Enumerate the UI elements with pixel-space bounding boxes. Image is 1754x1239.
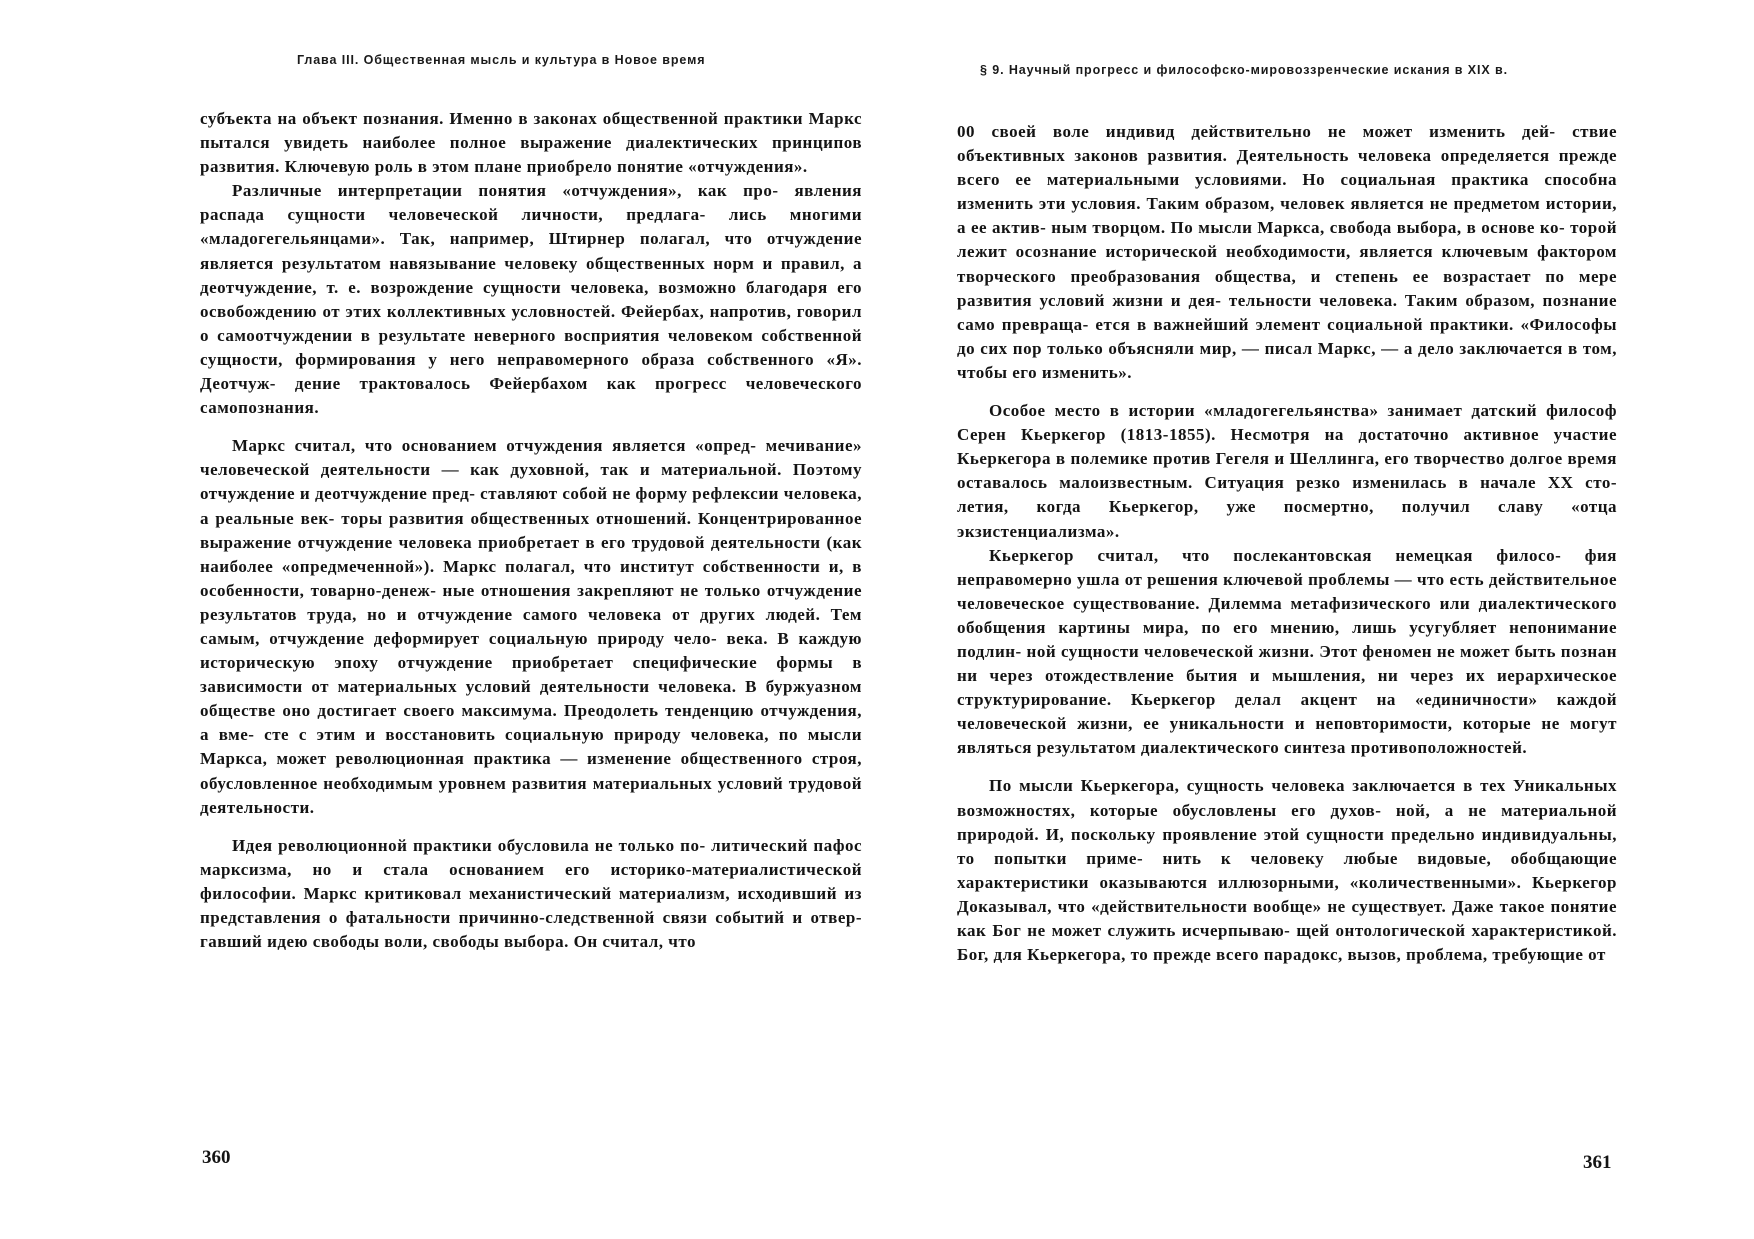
right-page (877, 0, 1754, 1239)
body-text (200, 107, 862, 954)
paragraph: 00 своей воле индивид действительно не может изменить дей- ствие объективных законов развития. Деятельность человека определяется прежде всего ее материальными условиями. Но социальная практика способна изменить эти условия. Таким образом, человек является не предметом истории, а ее актив- ным творцом. По мысли Маркса, свобода выбора, в основе ко- торой лежит осознание исторической необходимости, является ключевым фактором творческого преобразования общества, и степень ее возрастает по мере развития условий жизни и дея- тельности человека. Таким образом, познание само превраща- ется в важнейший элемент социальной практики. «Философы до сих пор только объясняли мир, — писал Маркс, — а дело заключается в том, чтобы его изменить». (957, 122, 1617, 382)
paragraph: По мысли Кьеркегора, сущность человека заключается в тех Уникальных возможностях, которые обусловлены его духов- ной, а не материальной природой. И, поскольку проявление этой сущности предельно индивидуальны, то попытки приме- нить к человеку любые видовые, обобщающие характеристики оказываются иллюзорными, «количественными». Кьеркегор Доказывал, что «действительности вообще» не существует. Даже такое понятие как Бог не может служить исчерпываю- щей онтологической характеристикой. Бог, для Кьеркегора, то прежде всего парадокс, вызов, проблема, требующие от (957, 776, 1617, 965)
paragraph: Идея революционной практики обусловила не только по- литический пафос марксизма, но и стала основанием его историко-материалистической философии. Маркс критиковал механистический материализм, исходивший из представления о фатальности причинно-следственной связи событий и отвер- гавший идею свободы воли, свободы выбора. Он считал, что (200, 835, 862, 952)
running-head: § 9. Научный прогресс и философско-мировоззренческие искания в XIX в. (980, 63, 1508, 77)
page-number: 360 (202, 1147, 231, 1168)
paragraph: Особое место в истории «младогегельянства» занимает датский философ Серен Кьеркегор (1813-1855). Несмотря на достаточно активное участие Кьеркегора в полемике против Гегеля и Шеллинга, его творчество долгое время оставалось малоизвестным. Ситуация резко изменилась в начале XX сто- летия, когда Кьеркегор, уже посмертно, получил славу «отца экзистенциализма». (957, 401, 1617, 541)
paragraph: субъекта на объект познания. Именно в законах общественной практики Маркс пытался увидеть наиболее полное выражение диалектических принципов развития. Ключевую роль в этом плане приобрело понятие «отчуждения». (200, 109, 862, 177)
running-head: Глава III. Общественная мысль и культура в Новое время (297, 53, 706, 67)
paragraph: Кьеркегор считал, что послекантовская немецкая филосо- фия неправомерно ушла от решения ключевой проблемы — что есть действительное человеческое существование. Дилемма метафизического или диалектического обобщения картины мира, по его мнению, лишь усугубляет непонимание подлин- ной сущности человеческой жизни. Этот феномен не может быть познан ни через отождествление бытия и мышления, ни через их иерархическое структурирование. Кьеркегор делал акцент на «единичности» каждой человеческой жизни, ее уникальности и неповторимости, которые не могут являться результатом диалектического синтеза противоположностей. (957, 545, 1617, 758)
paragraph: Различные интерпретации понятия «отчуждения», как про- явления распада сущности человеческой личности, предлага- лись многими «младогегельянцами». Так, например, Штирнер полагал, что отчуждение является результатом навязывание человеку общественных норм и правил, а деотчуждение, т. е. возрождение сущности человека, возможно благодаря его освобождению от этих коллективных условностей. Фейербах, напротив, говорил о самоотчуждении в результате неверного восприятия человеком собственной сущности, формирования у него неправомерного образа собственного «Я». Деотчуж- дение трактовалось Фейербахом как прогресс человеческого самопознания. (200, 181, 862, 418)
page-number: 361 (1583, 1152, 1612, 1173)
paragraph: Маркс считал, что основанием отчуждения является «опред- мечивание» человеческой деятельности — как духовной, так и материальной. Поэтому отчуждение и деотчуждение пред- ставляют собой не форму рефлексии человека, а реальные век- торы развития общественных отношений. Концентрированное выражение отчуждение человека приобретает в его трудовой деятельности (как наиболее «опредмеченной»). Маркс полагал, что институт собственности и, в особенности, товарно-денеж- ные отношения закрепляют не только отчуждение результатов труда, но и отчуждение самого человека от других людей. Тем самым, отчуждение деформирует социальную природу чело- века. В каждую историческую эпоху отчуждение приобретает специфические формы в зависимости от материальных условий деятельности человека. В буржуазном обществе оно достигает своего максимума. Преодолеть тенденцию отчуждения, а вме- сте с этим и восстановить социальную природу человека, по мысли Маркса, может революционная практика — изменение общественного строя, обусловленное необходимым уровнем развития материальных условий трудовой деятельности. (200, 436, 862, 817)
body-text (957, 120, 1617, 967)
